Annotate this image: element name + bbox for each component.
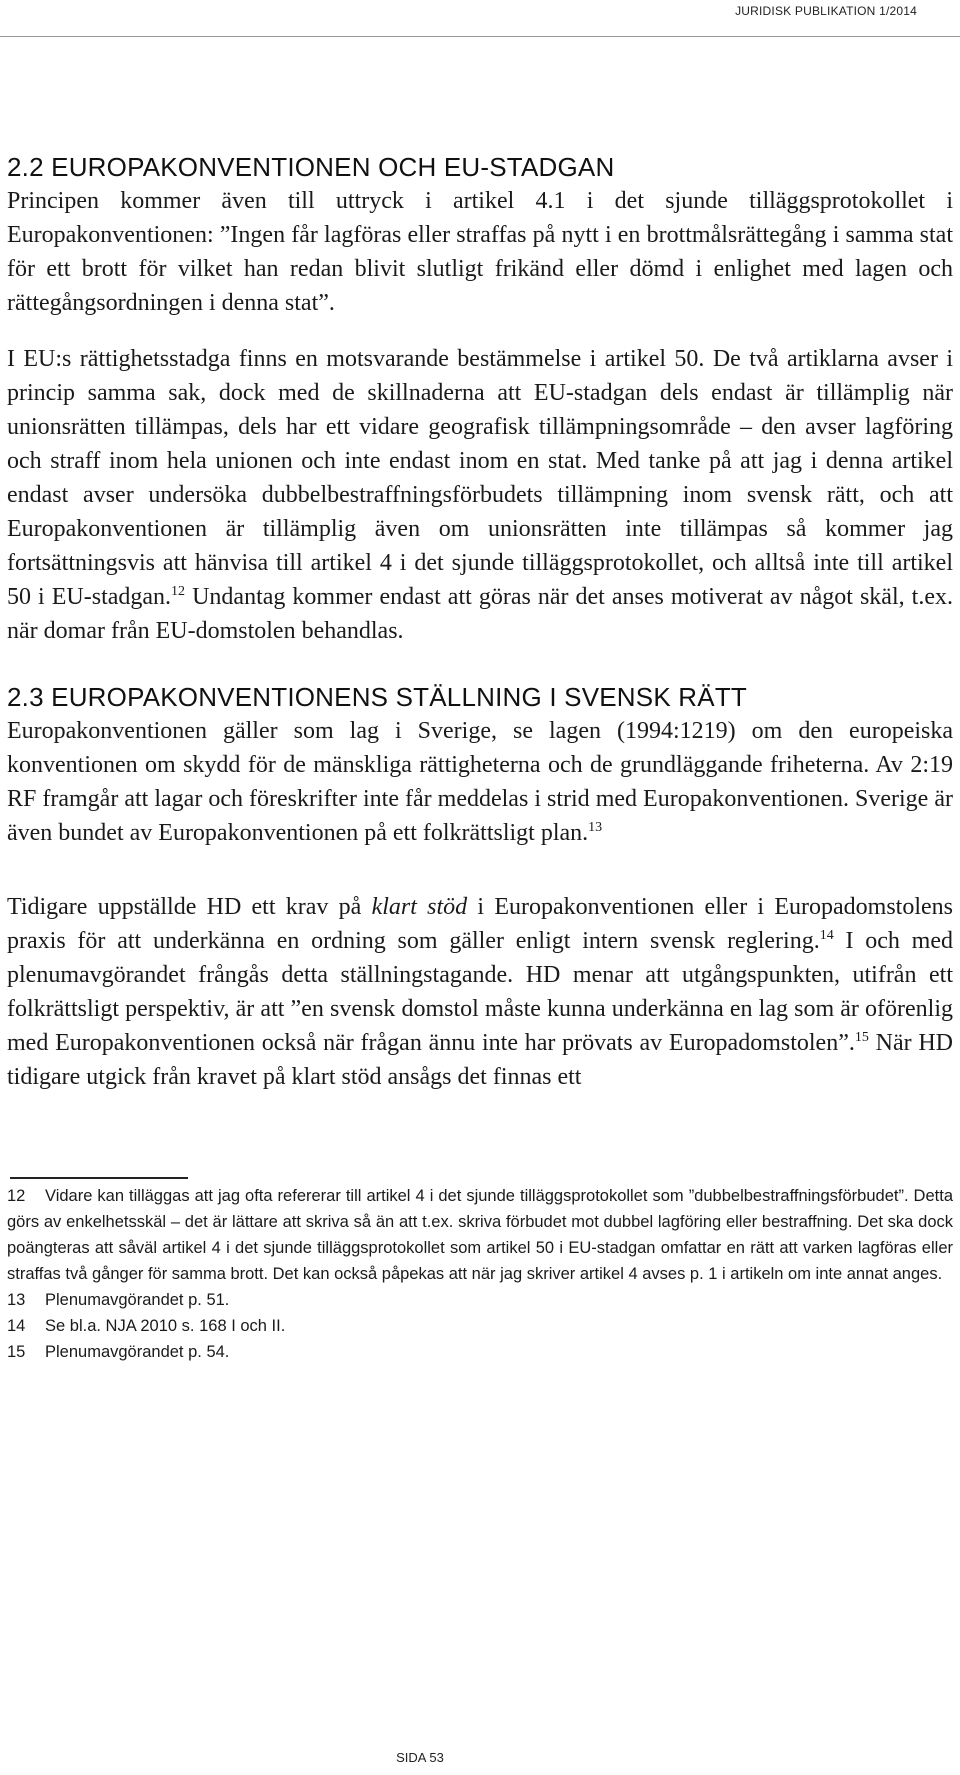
footnote-ref[interactable]: 13 xyxy=(588,820,603,835)
footnote-text: Plenumavgörandet p. 51. xyxy=(45,1291,230,1309)
paragraph-text: I och med plenumavgörandet frångås detta ställningstagande. HD menar att utgångspunkten, utifrån ett folkrättsligt perspektiv, är att ”en svensk domstol måste kunna underkänna en lag som är oförenlig med Europakonventionen också när frågan ännu inte har prövats av Europadomstolen”. xyxy=(7,928,954,1056)
paragraph-text: Tidigare uppställde HD ett krav på xyxy=(7,894,372,920)
footnote-item xyxy=(7,1287,953,1313)
footnote-ref[interactable]: 14 xyxy=(819,928,834,943)
section-heading-2-3: 2.3 EUROPAKONVENTIONENS STÄLLNING I SVENSK RÄTT xyxy=(7,682,747,712)
paragraph-text: i Europakonventionen eller i Europadomstolens praxis för att underkänna en ordning som gäller enligt intern svensk reglering. xyxy=(7,894,953,954)
paragraph xyxy=(7,714,953,850)
emphasis-text: klart stöd xyxy=(371,894,468,920)
paragraph xyxy=(7,890,953,1094)
paragraph xyxy=(7,342,953,648)
footnote-item xyxy=(7,1313,953,1339)
header-rule xyxy=(0,36,960,37)
footnote-item xyxy=(7,1183,953,1287)
footnotes xyxy=(7,1183,953,1365)
main-content xyxy=(7,150,953,1094)
footnote-ref[interactable]: 12 xyxy=(171,584,186,599)
paragraph-text: När HD tidigare utgick från kravet på klart stöd ansågs det finnas ett xyxy=(7,1030,954,1090)
paragraph-text: I EU:s rättighetsstadga finns en motsvarande bestämmelse i artikel 50. De två artiklarna avser i princip samma sak, dock med de skillnaderna att EU-stadgan dels endast är tillämplig när unionsrätten tillämpas, dels har ett vidare geografisk tillämpningsområde – den avser lagföring och straff inom hela unionen och inte endast inom en stat. Med tanke på att jag i denna artikel endast avser undersöka dubbelbestraffningsförbudets tillämpning inom svensk rätt, och att Europakonventionen är tillämplig även om unionsrätten inte tillämpas så kommer jag fortsättningsvis att hänvisa till artikel 4 i det sjunde tilläggsprotokollet, och alltså inte till artikel 50 i EU-stadgan. xyxy=(7,346,953,610)
footnote-text: Se bl.a. NJA 2010 s. 168 I och II. xyxy=(45,1317,286,1335)
paragraph: Principen kommer även till uttryck i artikel 4.1 i det sjunde tilläggsprotokollet i Europakonventionen: ”Ingen får lagföras eller straffas på nytt i en brottmålsrättegång i samma stat för ett brott för vilket han redan blivit slutligt frikänd eller dömd i enlighet med lagen och rättegångsordningen i denna stat”. xyxy=(7,188,953,316)
footnote-text: Vidare kan tilläggas att jag ofta refererar till artikel 4 i det sjunde tilläggsprotokollet som ”dubbelbestraffningsförbudet”. Detta görs av enkelhetsskäl – det är lättare att skriva så än att t.ex. skriva förbudet mot dubbel lagföring eller bestraffning. Det ska dock poängteras att såväl artikel 4 i det sjunde tilläggsprotokollet som artikel 50 i EU-stadgan omfattar en rätt att varken lagföras eller straffas två gånger för samma brott. Det kan också påpekas att när jag skriver artikel 4 avses p. 1 i artikeln om inte annat anges. xyxy=(7,1187,953,1283)
paragraph-text: Europakonventionen gäller som lag i Sverige, se lagen (1994:1219) om den europeiska konventionen om skydd för de mänskliga rättigheterna och de grundläggande friheterna. Av 2:19 RF framgår att lagar och föreskrifter inte får meddelas i strid med Europakonventionen. Sverige är även bundet av Europakonventionen på ett folkrättsligt plan. xyxy=(7,718,953,846)
footnote-item xyxy=(7,1339,953,1365)
page-number: SIDA 53 xyxy=(396,1750,444,1765)
footnote-ref[interactable]: 15 xyxy=(854,1030,869,1045)
footnote-number: 14 xyxy=(7,1317,26,1335)
paragraph-text: Undantag kommer endast att göras när det anses motiverat av något skäl, t.ex. när domar från EU-domstolen behandlas. xyxy=(7,584,953,644)
footnote-number: 12 xyxy=(7,1187,26,1205)
footnote-number: 13 xyxy=(7,1291,26,1309)
running-head: JURIDISK PUBLIKATION 1/2014 xyxy=(735,4,917,18)
footnote-number: 15 xyxy=(7,1343,26,1361)
footnote-text: Plenumavgörandet p. 54. xyxy=(45,1343,230,1361)
section-heading-2-2: 2.2 EUROPAKONVENTIONEN OCH EU-STADGAN xyxy=(7,152,615,182)
footnote-rule xyxy=(10,1177,188,1179)
